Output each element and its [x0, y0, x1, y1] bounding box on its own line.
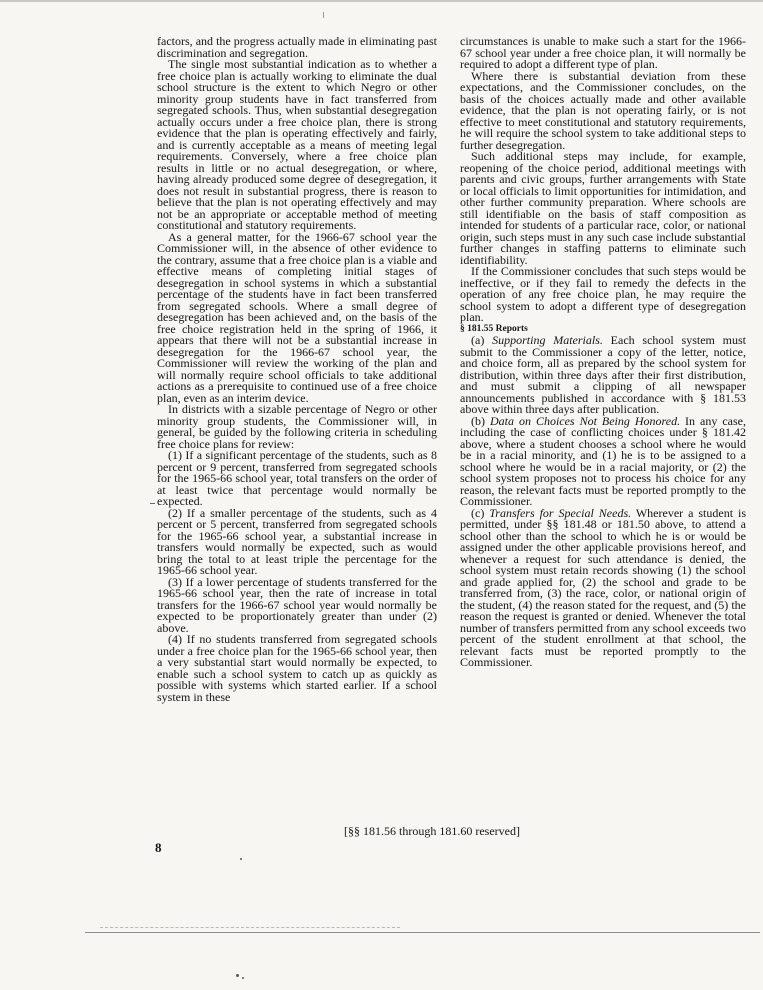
bottom-rule — [85, 932, 760, 933]
subsection-b — [460, 413, 746, 508]
paragraph: (1) If a significant percentage of the students, such as 8 percent or 9 percent, transferred from segregated schools for the 1965-66 school year, total transfers on the order of at least twice that percentage would normally be expected. — [157, 448, 437, 508]
margin-mark — [150, 503, 155, 504]
scan-speck — [240, 858, 242, 860]
scan-speck — [242, 977, 244, 979]
section-heading: § 181.55 Reports — [460, 323, 528, 334]
paragraph: Such additional steps may include, for example, reopening of the choice period, additional meetings with parents and civic groups, further arrangements with State or local officials to limit opportunities for intimidation, and other further community preparation. Where schools are still identifiable on the basis of staff composition as intended for students of a particular race, color, or national origin, such steps must in any such case include substantial further changes in staffing patterns to eliminate such identifiability. — [460, 149, 746, 267]
paragraph: Where there is substantial deviation from these expectations, and the Commissioner concludes, on the basis of the choices actually made and other available evidence, that the plan is not operating fairly, or is not effective to meet constitutional and statutory requirements, he will require the school system to take additional steps to further desegregation. — [460, 68, 746, 152]
left-column — [157, 36, 437, 703]
scan-speck — [236, 974, 239, 977]
subsection-label: (b) — [471, 413, 485, 428]
paragraph: If the Commissioner concludes that such steps would be ineffective, or if they fail to remedy the defects in the operation of any free choice plan, he may require the school system to adopt a different type of desegregation plan. — [460, 264, 746, 324]
subsection-title: Transfers for Special Needs. — [489, 505, 632, 520]
reserved-sections-note: [§§ 181.56 through 181.60 reserved] — [344, 824, 520, 838]
paragraph: The single most substantial indication as to whether a free choice plan is actually working to eliminate the dual school structure is the extent to which Negro or other minority group students have in fact transferred from segregated schools. Thus, when substantial desegregation actually occurs under a free choice plan, there is strong evidence that the plan is operating effectively and fairly, and is currently acceptable as a means of meeting legal requirements. Conversely, where a free choice plan results in little or no actual desegregation, or where, having already produced some degree of desegregation, it does not result in substantial progress, there is reason to believe that the plan is not operating effectively and may not be an appropriate or acceptable method of meeting constitutional and statutory requirements. — [157, 57, 437, 232]
scan-edge-line — [0, 0, 763, 2]
paragraph: (3) If a lower percentage of students transferred for the 1965-66 school year, then the rate of increase in total transfers for the 1966-67 school year would normally be expected to be proportionately greater than under (2) above. — [157, 574, 437, 635]
subsection-text: Wherever a student is permitted, under §§ 181.48 or 181.50 above, to attend a school other than the school to which he is or would be assigned under the other applicable provisions hereof, and whenever a request for such attendance is denied, the school system must retain records showing (1) the school and grade applied for, (2) the school and grade to be transferred from, (3) the race, color, or national origin of the student, (4) the reason stated for the request, and (5) the reason the request is granted or denied. Whenever the total number of transfers permitted from any school exceeds two percent of the student enrollment at that school, the relevant facts must be reported promptly to the Commissioner. — [460, 505, 746, 669]
scan-artifact-line — [100, 927, 400, 928]
subsection-text: In any case, including the case of conflicting choices under § 181.42 above, where a student chooses a school where he would be in a racial minority, and (1) he is to be assigned to a school where he would be in a racial majority, or (2) the school system proposes not to process his choice for any reason, the relevant facts must be reported promptly to the Commissioner. — [460, 413, 746, 508]
subsection-text: Each school system must submit to the Commissioner a copy of the letter, notice, and choice form, all as prepared by the school system for distribution, within three days after their first distribution, and must submit a clipping of all newspaper announcements published in accordance with § 181.53 above within three days after publication. — [460, 333, 746, 416]
subsection-title: Supporting Materials. — [492, 333, 603, 347]
subsection-label: (a) — [471, 333, 485, 347]
paragraph: In districts with a sizable percentage of Negro or other minority group students, the Commissioner will, in general, be guided by the following criteria in scheduling free choice plans for review: — [157, 402, 437, 451]
paragraph: As a general matter, for the 1966-67 school year the Commissioner will, in the absence of other evidence to the contrary, assume that a free choice plan is a viable and effective means of completing initial stages of desegregation in school systems in which a substantial percentage of the students have in fact been transferred from segregated schools. Where a small degree of desegregation has been achieved and, on the basis of the free choice registration held in the spring of 1966, it appears that there will not be a substantial increase in desegregation for the 1966-67 school year, the Commissioner will review the working of the plan and will normally require school officials to take additional actions as a prerequisite to continued use of a free choice plan, even as an interim device. — [157, 229, 437, 405]
scan-mark — [323, 12, 324, 18]
subsection-title: Data on Choices Not Being Honored. — [489, 413, 681, 428]
subsection-a — [460, 335, 746, 416]
paragraph: (2) If a smaller percentage of the students, such as 4 percent or 5 percent, transferred from segregated schools for the 1965-66 school year, a substantial increase in transfers would normally be expected, such as would bring the total to at least triple the percentage for the 1965-66 school year. — [157, 505, 437, 577]
paragraph: factors, and the progress actually made in eliminating past discrimination and segregation. — [157, 34, 437, 60]
right-column — [460, 36, 746, 669]
paragraph: (4) If no students transferred from segregated schools under a free choice plan for the 1965-66 school year, then a very substantial start would normally be expected, to enable such a school system to catch up as quickly as possible with systems which started earlier. If a school system in these — [157, 632, 437, 704]
paragraph: circumstances is unable to make such a start for the 1966-67 school year under a free choice plan, it will normally be required to adopt a different type of plan. — [460, 34, 746, 71]
page-number: 8 — [155, 840, 162, 855]
subsection-c — [460, 505, 746, 669]
subsection-label: (c) — [471, 505, 485, 520]
